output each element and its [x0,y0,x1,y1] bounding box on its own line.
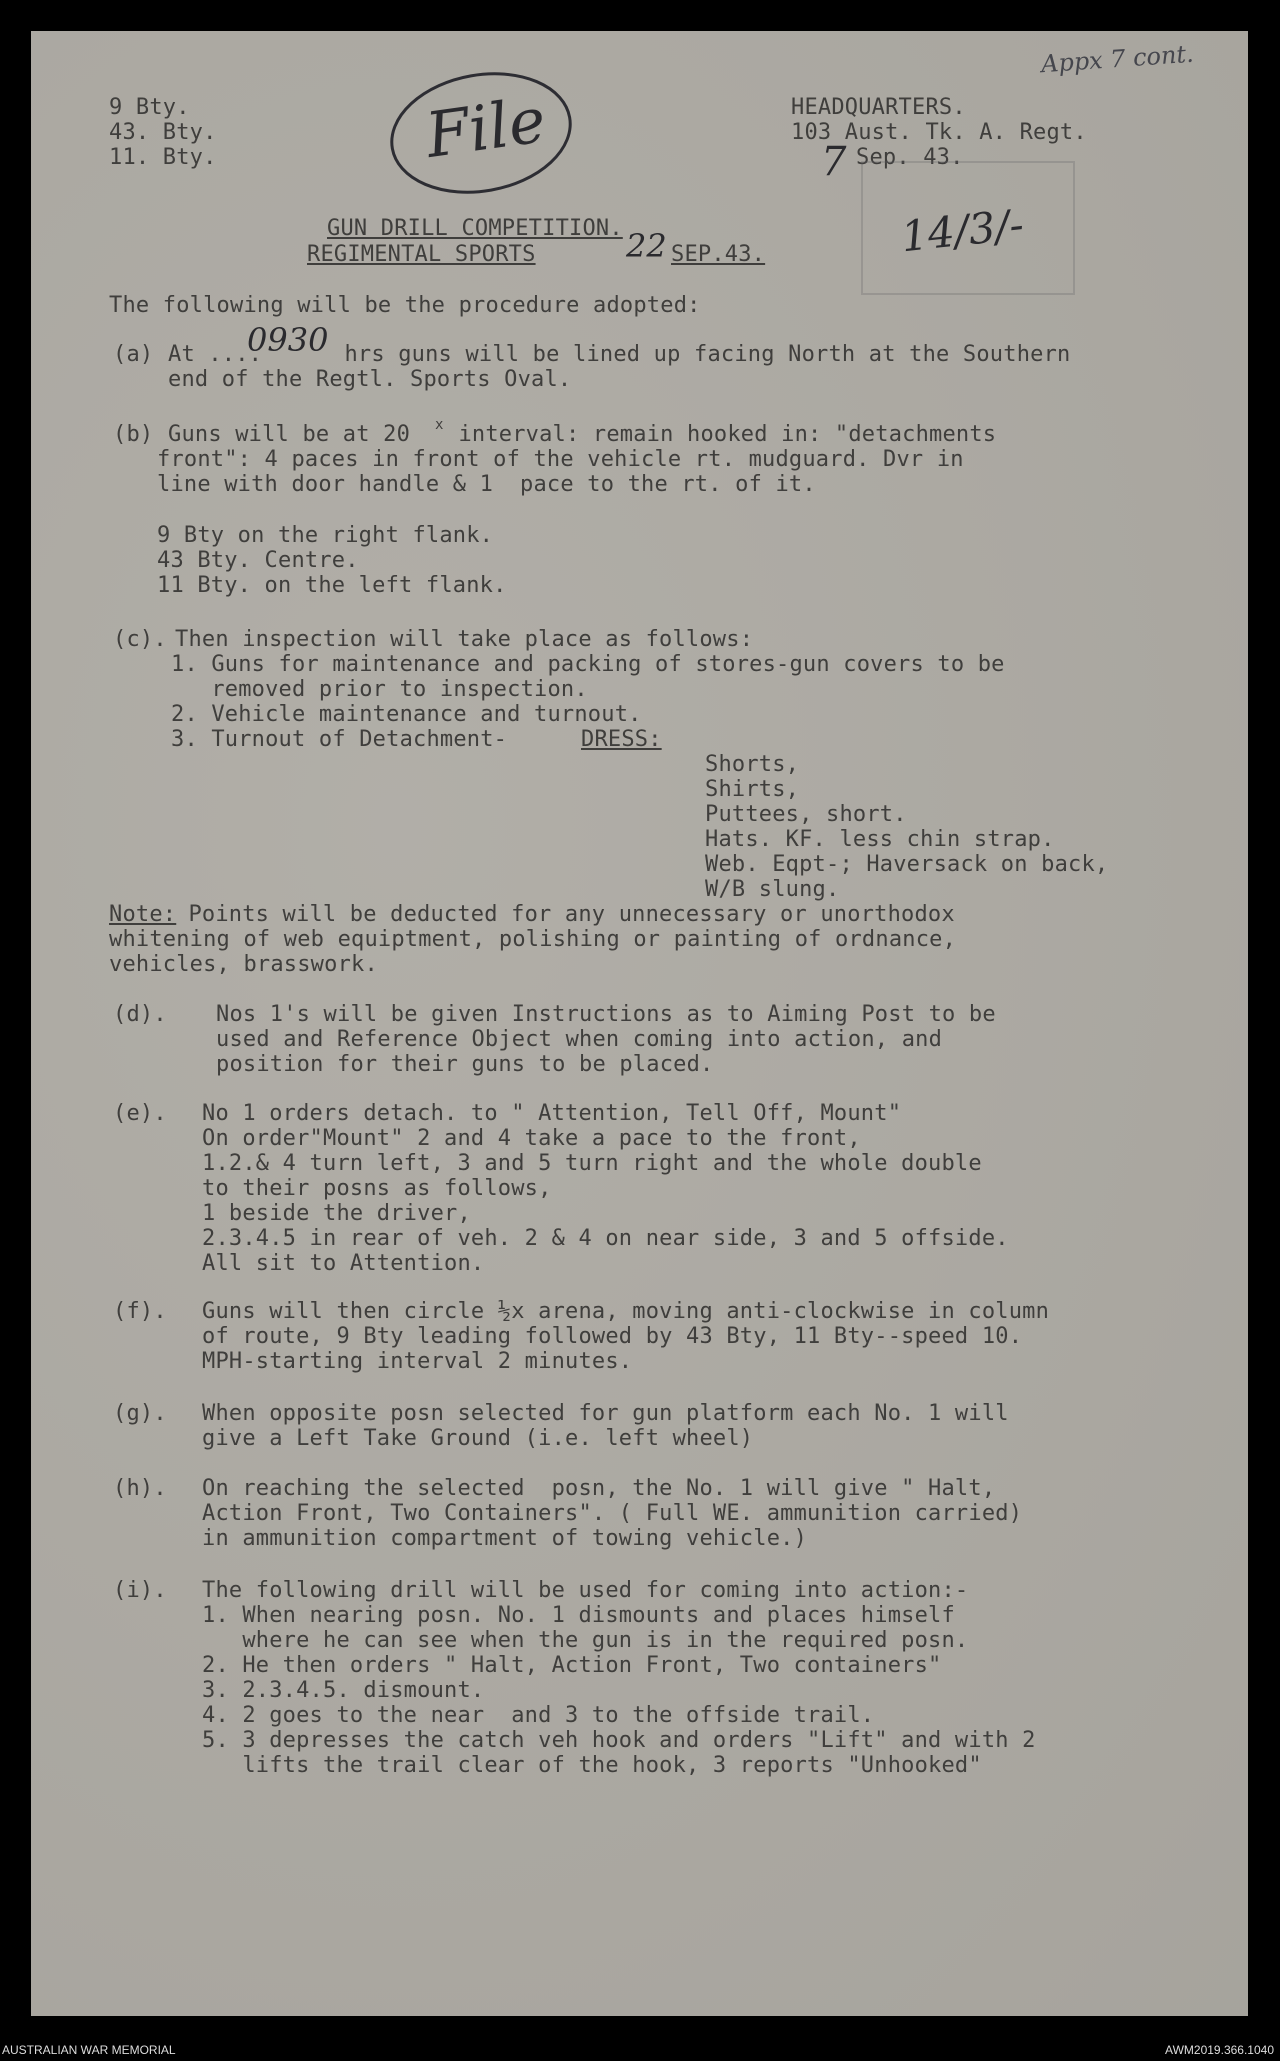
para-h-line-3: in ammunition compartment of towing vehicle.) [202,1526,808,1551]
dress-item-2: Shirts, [705,777,800,802]
para-c-item-2: 2. Vehicle maintenance and turnout. [171,702,642,727]
appendix-annotation: Appx 7 cont. [1040,39,1195,79]
para-b-line-1-rest: interval: remain hooked in: "detachments [445,422,997,447]
para-i-line-7: 5. 3 depresses the catch veh hook and orders "Lift" and with 2 [202,1728,1036,1753]
dress-item-4: Hats. KF. less chin strap. [705,827,1055,852]
title-line-2a: REGIMENTAL SPORTS [307,242,536,267]
hq-line-2: 103 Aust. Tk. A. Regt. [791,120,1087,145]
para-i-line-4: 2. He then orders " Halt, Action Front, Two containers" [202,1653,942,1678]
para-i-line-2: 1. When nearing posn. No. 1 dismounts and places himself [202,1603,955,1628]
para-a-prefix: At .... [168,342,263,367]
para-h-line-1: On reaching the selected posn, the No. 1 will give " Halt, [202,1476,996,1501]
para-h-label: (h). [113,1476,167,1501]
para-c-item-3: 3. Turnout of Detachment- [171,727,508,752]
para-a-time-handwritten: 0930 [247,321,329,359]
para-d-line-3: position for their guns to be placed. [216,1052,714,1077]
para-d-line-1: Nos 1's will be given Instructions as to Aiming Post to be [216,1002,996,1027]
para-b-position-2: 43 Bty. Centre. [157,548,359,573]
para-a-label: (a) [113,342,154,367]
para-d-line-2: used and Reference Object when coming into action, and [216,1027,943,1052]
para-a-line-2: end of the Regtl. Sports Oval. [168,367,572,392]
para-g-line-2: give a Left Take Ground (i.e. left wheel) [202,1426,754,1451]
para-b-position-3: 11 Bty. on the left flank. [157,573,507,598]
para-c-item-1a: 1. Guns for maintenance and packing of stores-gun covers to be [171,652,1005,677]
para-e-line-2: On order"Mount" 2 and 4 take a pace to the front, [202,1126,861,1151]
para-c-dress-label: DRESS: [581,727,662,752]
para-i-line-6: 4. 2 goes to the near and 3 to the offside trail. [202,1703,875,1728]
para-i-line-1: The following drill will be used for coming into action:- [202,1578,969,1603]
dress-item-3: Puttees, short. [705,802,907,827]
para-i-label: (i). [113,1578,167,1603]
para-i-line-3: where he can see when the gun is in the required posn. [202,1628,969,1653]
para-b-line-2: front": 4 paces in front of the vehicle rt. mudguard. Dvr in [157,447,964,472]
file-stamp-text: File [421,83,550,172]
para-f-line-3: MPH-starting interval 2 minutes. [202,1349,633,1374]
para-e-line-3: 1.2.& 4 turn left, 3 and 5 turn right and the whole double [202,1151,982,1176]
para-h-line-2: Action Front, Two Containers". ( Full WE. ammunition carried) [202,1501,1023,1526]
distribution-line-1: 9 Bty. [109,95,190,120]
para-c-item-1b: removed prior to inspection. [171,677,588,702]
para-b-line-3: line with door handle & 1 pace to the rt. of it. [157,472,816,497]
para-c-line-1: Then inspection will take place as follows: [175,627,754,652]
para-i-line-5: 3. 2.3.4.5. dismount. [202,1678,485,1703]
reference-number: 14/3/- [898,199,1026,262]
dress-item-5: Web. Eqpt-; Haversack on back, [705,852,1109,877]
para-f-label: (f). [113,1299,167,1324]
para-e-line-1: No 1 orders detach. to " Attention, Tell Off, Mount" [202,1101,902,1126]
distribution-line-2: 43. Bty. [109,120,217,145]
para-i-line-8: lifts the trail clear of the hook, 3 reports "Unhooked" [202,1753,982,1778]
document-page [31,31,1248,2016]
footer-accession-number: AWM2019.366.1040 [1165,2043,1274,2057]
title-line-2b: SEP.43. [671,242,766,267]
note-line-3: vehicles, brasswork. [109,952,378,977]
para-e-line-4: to their posns as follows, [202,1176,552,1201]
hq-line-1: HEADQUARTERS. [791,95,966,120]
para-b-line-1: Guns will be at 20 [168,422,411,447]
para-a-line-1: hrs guns will be lined up facing North at the Southern [331,342,1071,367]
title-line-1: GUN DRILL COMPETITION. [327,216,623,241]
note-line-1: Points will be deducted for any unnecessary or unorthodox [175,902,955,927]
distribution-line-3: 11. Bty. [109,145,217,170]
dress-item-6: W/B slung. [705,877,840,902]
para-c-label: (c). [113,627,167,652]
para-d-label: (d). [113,1002,167,1027]
para-e-label: (e). [113,1101,167,1126]
para-e-line-5: 1 beside the driver, [202,1201,471,1226]
para-b-superscript: x [435,417,444,433]
para-b-position-1: 9 Bty on the right flank. [157,523,494,548]
title-date-handwritten: 22 [626,227,667,265]
para-g-line-1: When opposite posn selected for gun platform each No. 1 will [202,1401,1009,1426]
para-f-line-2: of route, 9 Bty leading followed by 43 Bty, 11 Bty--speed 10. [202,1324,1023,1349]
hq-date-handwritten: 7 [821,139,847,185]
dress-item-1: Shorts, [705,752,800,777]
intro-text: The following will be the procedure adopted: [109,293,701,318]
hq-date-typed: Sep. 43. [856,145,964,170]
note-label: Note: [109,902,177,927]
para-e-line-6: 2.3.4.5 in rear of veh. 2 & 4 on near side, 3 and 5 offside. [202,1226,1009,1251]
para-g-label: (g). [113,1401,167,1426]
para-e-line-7: All sit to Attention. [202,1251,485,1276]
para-f-line-1: Guns will then circle ½x arena, moving anti-clockwise in column [202,1299,1050,1324]
note-line-2: whitening of web equiptment, polishing or painting of ordnance, [109,927,957,952]
footer-credit: AUSTRALIAN WAR MEMORIAL [2,2043,176,2057]
para-b-label: (b) [113,422,154,447]
